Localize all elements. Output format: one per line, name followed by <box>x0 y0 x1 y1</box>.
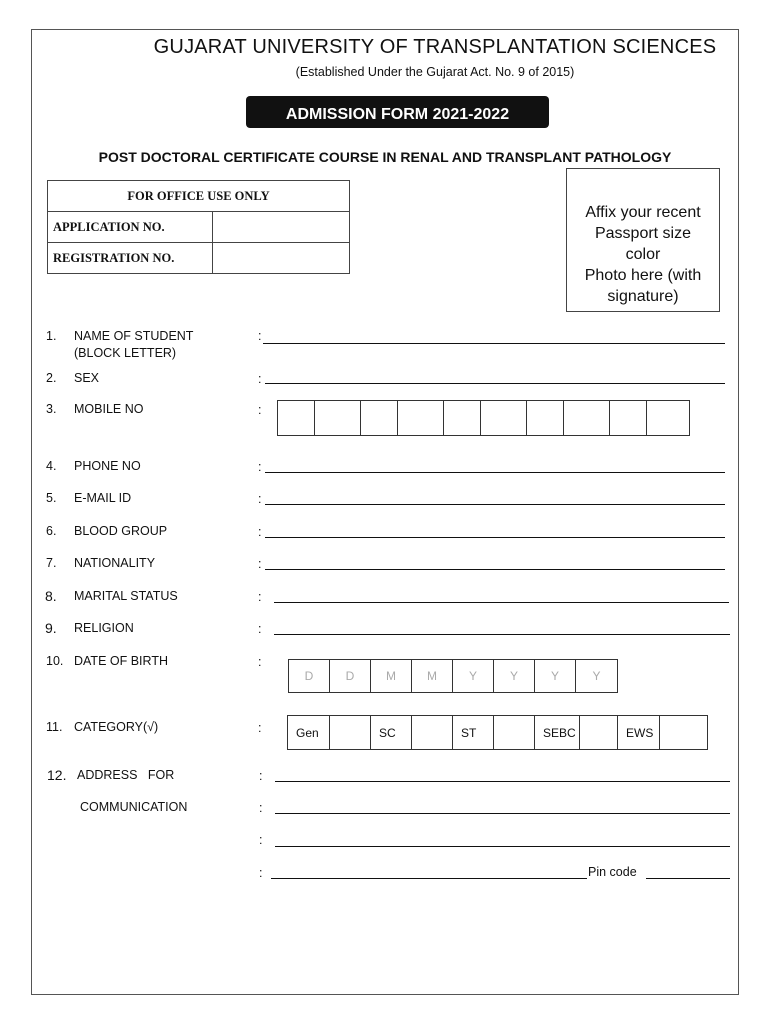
religion-label: RELIGION <box>74 621 134 635</box>
dob-year-box[interactable]: Y <box>535 660 576 692</box>
dob-year-box[interactable]: Y <box>453 660 494 692</box>
category-st-label: ST <box>453 716 494 749</box>
dob-month-box[interactable]: M <box>371 660 412 692</box>
colon: : <box>258 525 262 539</box>
address-line-3[interactable] <box>275 846 730 847</box>
office-use-table <box>47 180 350 274</box>
form-title-badge: ADMISSION FORM 2021-2022 <box>246 96 549 128</box>
category-sebc-checkbox[interactable] <box>580 716 618 749</box>
field-number: 7. <box>46 556 57 570</box>
dob-year-box[interactable]: Y <box>494 660 535 692</box>
course-title: POST DOCTORAL CERTIFICATE COURSE IN RENAL AND TRANSPLANT PATHOLOGY <box>98 149 672 165</box>
photo-text-1: Affix your recent <box>585 204 701 221</box>
address-line-4[interactable] <box>271 878 587 879</box>
dob-day-box[interactable]: D <box>289 660 330 692</box>
blood-group-input-line[interactable] <box>265 537 725 538</box>
address-line-1[interactable] <box>275 781 730 782</box>
field-number: 9. <box>45 620 57 636</box>
category-ews-label: EWS <box>618 716 660 749</box>
dob-boxes <box>288 659 618 693</box>
application-no-label: APPLICATION NO. <box>48 212 213 243</box>
mobile-digit-box[interactable] <box>315 401 361 435</box>
category-label: CATEGORY(√) <box>74 720 159 734</box>
field-number: 5. <box>46 491 57 505</box>
mobile-digit-box[interactable] <box>481 401 527 435</box>
office-use-heading: FOR OFFICE USE ONLY <box>48 181 350 212</box>
established-note: (Established Under the Gujarat Act. No. 9 of 2015) <box>295 65 575 79</box>
field-number: 11. <box>46 720 63 734</box>
category-sebc-label: SEBC <box>535 716 580 749</box>
category-st-checkbox[interactable] <box>494 716 535 749</box>
email-input-line[interactable] <box>265 504 725 505</box>
category-gen-checkbox[interactable] <box>330 716 371 749</box>
category-gen-label: Gen <box>288 716 330 749</box>
sex-input-line[interactable] <box>265 383 725 384</box>
category-boxes <box>287 715 708 750</box>
mobile-digit-box[interactable] <box>610 401 647 435</box>
colon: : <box>258 557 262 571</box>
university-name: GUJARAT UNIVERSITY OF TRANSPLANTATION SCIENCES <box>153 36 717 58</box>
photo-box[interactable] <box>566 168 720 312</box>
mobile-digit-box[interactable] <box>278 401 315 435</box>
colon: : <box>258 372 262 386</box>
address-label-sub: COMMUNICATION <box>80 800 188 814</box>
field-number: 3. <box>46 402 57 416</box>
mobile-digit-box[interactable] <box>444 401 481 435</box>
category-sc-checkbox[interactable] <box>412 716 453 749</box>
photo-text-5: signature) <box>607 288 679 305</box>
colon: : <box>258 460 262 474</box>
category-sc-label: SC <box>371 716 412 749</box>
registration-no-label: REGISTRATION NO. <box>48 243 213 274</box>
dob-month-box[interactable]: M <box>412 660 453 692</box>
nationality-input-line[interactable] <box>265 569 725 570</box>
name-label: NAME OF STUDENT <box>74 329 194 343</box>
marital-status-label: MARITAL STATUS <box>74 589 178 603</box>
field-number: 2. <box>46 371 57 385</box>
mobile-digit-boxes <box>277 400 690 436</box>
dob-label: DATE OF BIRTH <box>74 654 168 668</box>
mobile-label: MOBILE NO <box>74 402 144 416</box>
address-label: ADDRESS FOR <box>77 768 175 782</box>
colon: : <box>258 329 262 343</box>
colon: : <box>258 655 262 669</box>
religion-input-line[interactable] <box>274 634 730 635</box>
photo-text-4: Photo here (with <box>584 267 702 284</box>
email-label: E-MAIL ID <box>74 491 132 505</box>
mobile-digit-box[interactable] <box>398 401 444 435</box>
photo-text-2: Passport size <box>594 225 692 242</box>
dob-day-box[interactable]: D <box>330 660 371 692</box>
phone-input-line[interactable] <box>265 472 725 473</box>
pin-code-input-line[interactable] <box>646 878 730 879</box>
colon: : <box>258 622 262 636</box>
field-number: 12. <box>47 767 67 783</box>
name-label-sub: (BLOCK LETTER) <box>74 346 177 360</box>
photo-text-3: color <box>625 246 661 263</box>
colon: : <box>259 866 263 880</box>
dob-year-box[interactable]: Y <box>592 669 601 683</box>
mobile-digit-box[interactable] <box>647 401 689 435</box>
colon: : <box>258 492 262 506</box>
nationality-label: NATIONALITY <box>74 556 156 570</box>
colon: : <box>259 833 263 847</box>
colon: : <box>259 769 263 783</box>
mobile-digit-box[interactable] <box>527 401 564 435</box>
category-ews-checkbox[interactable] <box>660 716 705 749</box>
marital-status-input-line[interactable] <box>274 602 729 603</box>
colon: : <box>259 801 263 815</box>
field-number: 10. <box>46 654 64 668</box>
colon: : <box>258 590 262 604</box>
colon: : <box>258 721 262 735</box>
pin-code-label: Pin code <box>588 865 637 879</box>
field-number: 8. <box>45 588 57 604</box>
mobile-digit-box[interactable] <box>361 401 398 435</box>
address-line-2[interactable] <box>275 813 730 814</box>
name-input-line[interactable] <box>263 343 725 344</box>
sex-label: SEX <box>74 371 100 385</box>
field-number: 1. <box>46 329 57 343</box>
application-no-field[interactable] <box>213 212 350 243</box>
field-number: 4. <box>46 459 57 473</box>
mobile-digit-box[interactable] <box>564 401 610 435</box>
field-number: 6. <box>46 524 57 538</box>
phone-label: PHONE NO <box>74 459 141 473</box>
registration-no-field[interactable] <box>213 243 350 274</box>
blood-group-label: BLOOD GROUP <box>74 524 168 538</box>
colon: : <box>258 403 262 417</box>
